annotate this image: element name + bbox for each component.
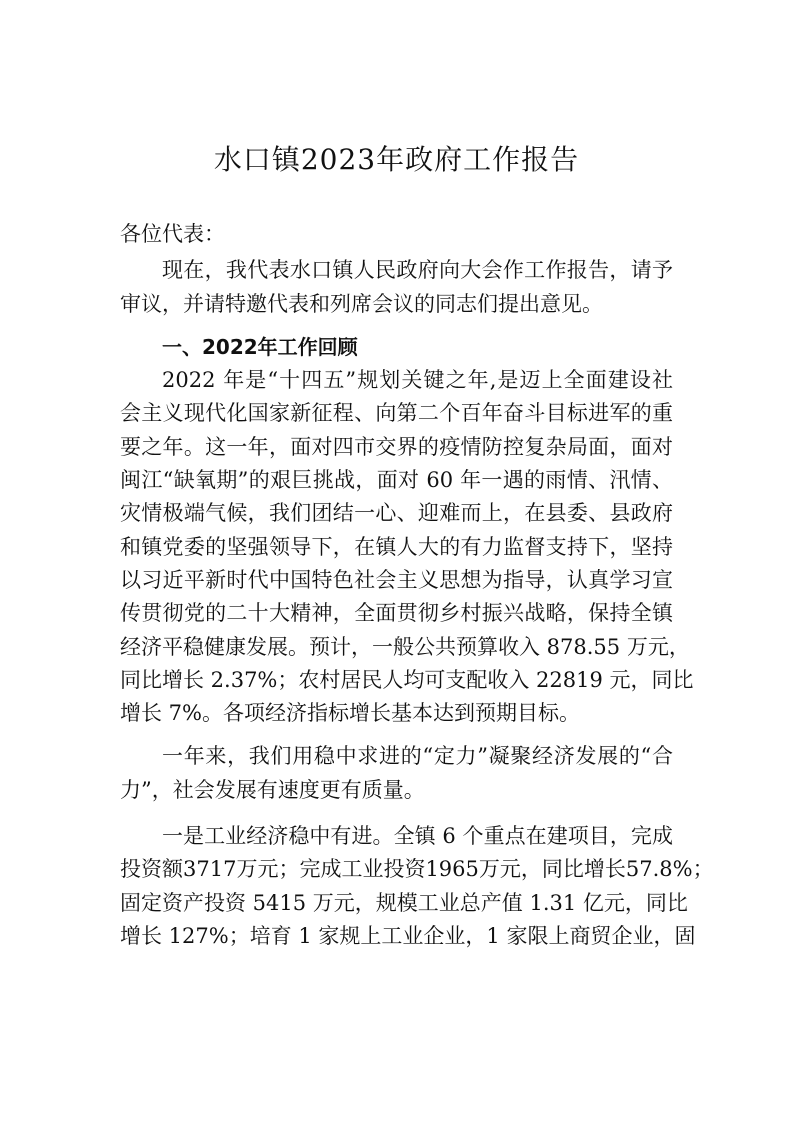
- paragraph-industry: [120, 820, 714, 953]
- text-line: 2022 年是“十四五”规划关键之年,是迈上全面建设社: [162, 368, 673, 393]
- text-line: 增长 7%。各项经济指标增长基本达到预期目标。: [120, 701, 580, 726]
- text-line: 固定资产投资 5415 万元，规模工业总产值 1.31 亿元，同比: [120, 890, 688, 915]
- text-line: 投资额3717万元；完成工业投资1965万元，同比增长57.8%；: [120, 857, 714, 882]
- text-line: 力”，社会发展有速度更有质量。: [120, 777, 425, 802]
- section-heading-text: 一、2022年工作回顾: [162, 334, 358, 359]
- text-line: 现在，我代表水口镇人民政府向大会作工作报告，请予: [162, 258, 673, 283]
- text-line: 以习近平新时代中国特色社会主义思想为指导，认真学习宣: [120, 567, 673, 592]
- document-title: 水口镇2023年政府工作报告: [213, 143, 580, 176]
- text-line: 经济平稳健康发展。预计，一般公共预算收入 878.55 万元，: [120, 634, 690, 659]
- text-line: 审议，并请特邀代表和列席会议的同志们提出意见。: [120, 291, 603, 316]
- text-line: 要之年。这一年，面对四市交界的疫情防控复杂局面，面对: [120, 434, 673, 459]
- text-line: 闽江“缺氧期”的艰巨挑战，面对 60 年一遇的雨情、汛情、: [120, 468, 673, 493]
- text-line: 一年来，我们用稳中求进的“定力”凝聚经济发展的“合: [162, 744, 673, 769]
- salutation-line: 各位代表：: [120, 222, 225, 246]
- text-line: 会主义现代化国家新征程、向第二个百年奋斗目标进军的重: [120, 401, 673, 426]
- intro-paragraph: [120, 254, 673, 321]
- text-line: 传贯彻党的二十大精神，全面贯彻乡村振兴战略，保持全镇: [120, 601, 673, 626]
- text-line: 同比增长 2.37%；农村居民人均可支配收入 22819 元，同比: [120, 667, 694, 692]
- text-line: 灾情极端气候，我们团结一心、迎难而上，在县委、县政府: [120, 501, 673, 526]
- paragraph-summary: [120, 740, 673, 807]
- text-line: 增长 127%；培育 1 家规上工业企业，1 家限上商贸企业，固: [120, 923, 696, 948]
- text-line: 一是工业经济稳中有进。全镇 6 个重点在建项目，完成: [162, 824, 673, 849]
- section-heading: [120, 331, 673, 364]
- salutation: [120, 218, 673, 251]
- paragraph-review: [120, 364, 694, 730]
- text-line: 和镇党委的坚强领导下，在镇人大的有力监督支持下，坚持: [120, 534, 673, 559]
- document-body: [120, 218, 714, 953]
